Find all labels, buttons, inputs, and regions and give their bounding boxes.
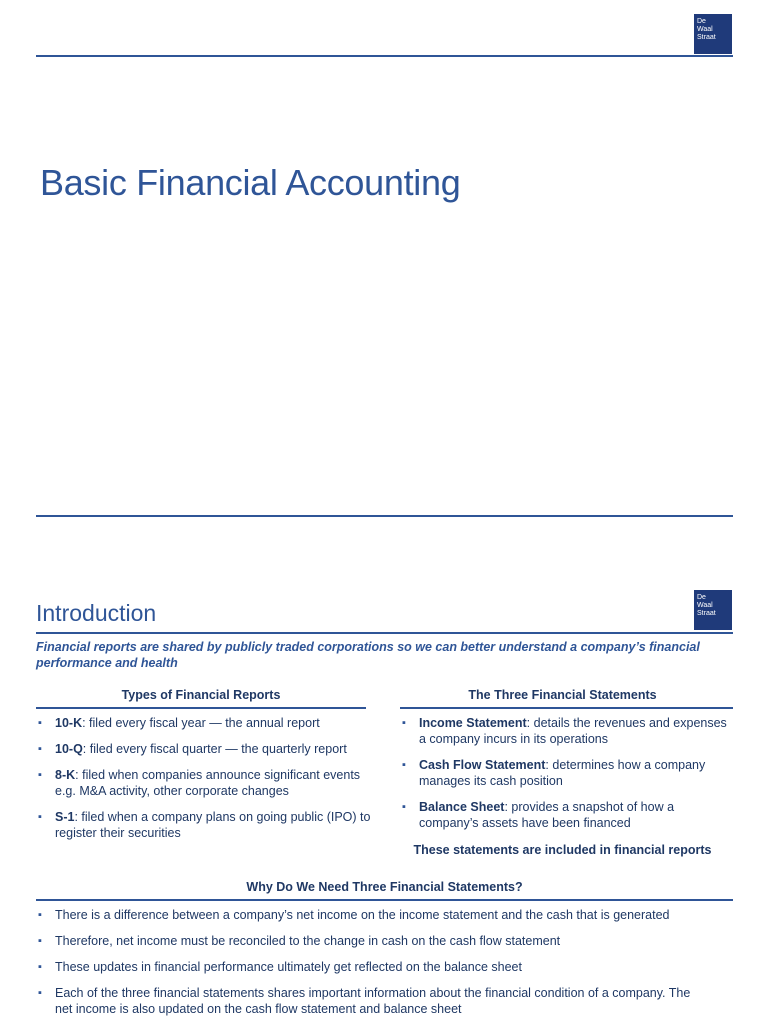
list-item: ▪ There is a difference between a company’s net income on the income statement and the cash that is generated bbox=[36, 907, 696, 923]
intro-text: Financial reports are shared by publicly traded corporations so we can better understand a company’s financial performance and health bbox=[36, 640, 700, 670]
item-text: : details the revenues and expenses a company incurs in its operations bbox=[419, 716, 727, 746]
item-term: 8-K bbox=[55, 768, 76, 782]
item-term: 10-K bbox=[55, 716, 83, 730]
list-item bbox=[400, 715, 730, 747]
statements-list bbox=[400, 715, 730, 841]
list-item: ▪ These updates in financial performance ultimately get reflected on the balance sheet bbox=[36, 959, 696, 975]
item-text: : determines how a company manages its cash position bbox=[419, 758, 706, 788]
logo-line-1: De bbox=[697, 18, 706, 25]
de-waal-straat-logo-2 bbox=[694, 590, 732, 630]
item-text: : filed when companies announce significant events e.g. M&A activity, other corporate changes bbox=[55, 768, 361, 798]
slide1-title: Basic Financial Accounting bbox=[40, 162, 461, 203]
item-text: : filed every fiscal quarter — the quarterly report bbox=[82, 742, 347, 756]
why-three-statements-heading: Why Do We Need Three Financial Statements? bbox=[246, 880, 523, 894]
why-list bbox=[36, 907, 696, 1027]
report-types-list bbox=[36, 715, 371, 851]
slide2-title: Introduction bbox=[36, 600, 157, 626]
item-text: : provides a snapshot of how a company’s assets have been financed bbox=[419, 800, 675, 830]
de-waal-straat-logo bbox=[694, 14, 732, 54]
item-term: 10-Q bbox=[55, 742, 83, 756]
list-item bbox=[36, 767, 371, 799]
list-item: ▪ Therefore, net income must be reconciled to the change in cash on the cash flow statement bbox=[36, 933, 696, 949]
logo-line-3: Straat bbox=[697, 34, 716, 41]
slide2-top-rule bbox=[36, 632, 733, 634]
item-term: S-1 bbox=[55, 810, 75, 824]
list-item bbox=[36, 715, 371, 731]
left-column-rule bbox=[36, 707, 366, 709]
logo-line-1: De bbox=[697, 594, 706, 601]
item-term: Balance Sheet bbox=[419, 800, 505, 814]
list-item bbox=[400, 799, 730, 831]
three-statements-heading: The Three Financial Statements bbox=[468, 688, 657, 702]
types-of-reports-heading: Types of Financial Reports bbox=[121, 688, 281, 702]
item-term: Cash Flow Statement bbox=[419, 758, 546, 772]
slide1-bottom-rule bbox=[36, 515, 733, 517]
item-term: Income Statement bbox=[419, 716, 527, 730]
item-text: : filed when a company plans on going public (IPO) to register their securities bbox=[55, 810, 371, 840]
list-item bbox=[36, 741, 371, 757]
right-column-rule bbox=[400, 707, 733, 709]
item-text: : filed every fiscal year — the annual report bbox=[82, 716, 320, 730]
slide1-top-rule bbox=[36, 55, 733, 57]
logo-line-2: Waal bbox=[697, 26, 713, 33]
statements-note: These statements are included in financial reports bbox=[413, 843, 712, 857]
list-item bbox=[400, 757, 730, 789]
logo-line-3: Straat bbox=[697, 610, 716, 617]
logo-line-2: Waal bbox=[697, 602, 713, 609]
why-rule bbox=[36, 899, 733, 901]
list-item bbox=[36, 809, 371, 841]
list-item: ▪ Each of the three financial statements shares important information about the financial condition of a company. The net income is also updated on the cash flow statement and balance sheet bbox=[36, 985, 696, 1017]
